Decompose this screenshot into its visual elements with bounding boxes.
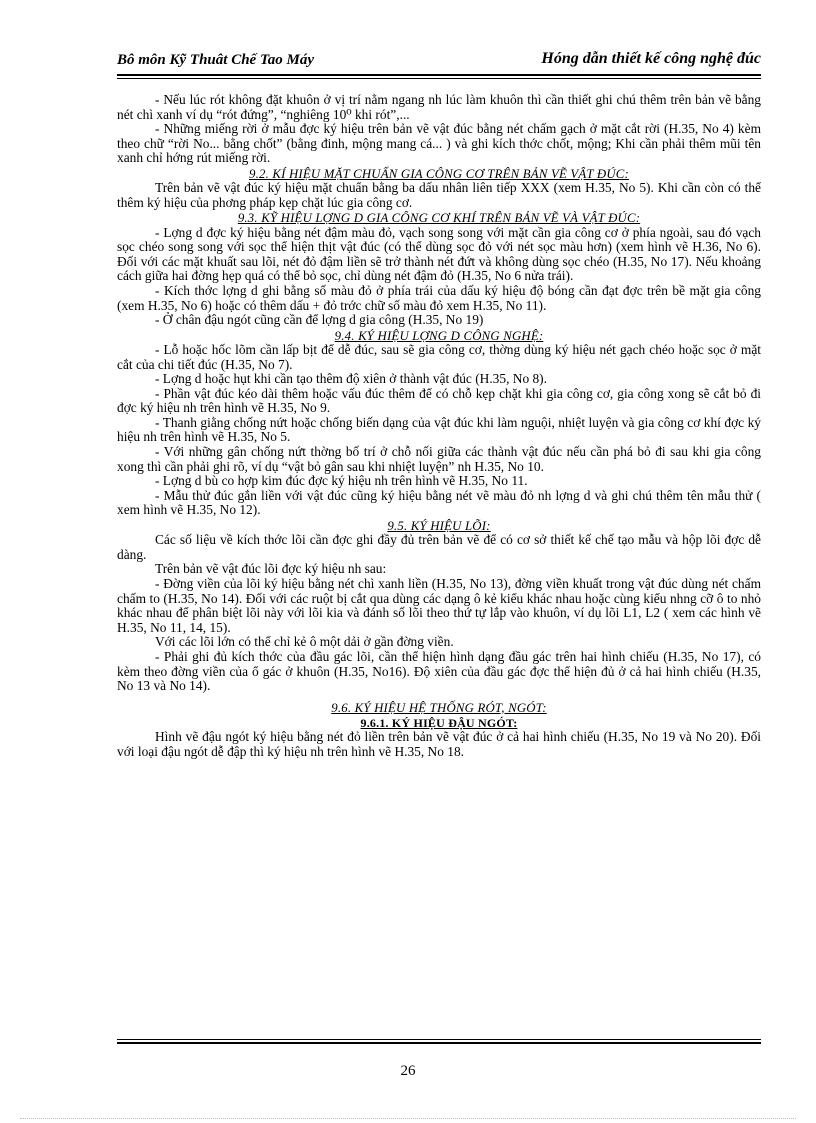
paragraph: - Lỗ hoặc hốc lõm cần lấp bịt để dễ đúc, sau sẽ gia công cơ, thờng dùng ký hiệu nét gạch chéo hoặc sọc ở mặt cắt của chi tiết đúc (H.35, No 7).: [117, 341, 761, 372]
page-bottom-dotted-line: [20, 1118, 796, 1119]
paragraph: - Nếu lúc rót không đặt khuôn ở vị trí nằm ngang nh lúc làm khuôn thì cần thiết ghi chú thêm trên bản vẽ bằng nét chì xanh ví dụ “rót đứng”, “nghiêng 10⁰ khi rót”,...: [117, 92, 761, 122]
section-heading: 9.2. KÍ HIỆU MẶT CHUẨN GIA CÔNG CƠ TRÊN BẢN VẼ VẬT ĐÚC:: [249, 166, 629, 181]
paragraph: - Ở chân đậu ngót cũng cần để lợng d gia công (H.35, No 19): [155, 312, 484, 328]
paragraph: - Kích thớc lợng d ghi bằng số màu đỏ ở phía trái của dấu ký hiệu độ bóng cần đạt đợc trên bề mặt gia công (xem H.35, No 6) hoặc có thêm dấu + đỏ trớc chữ số màu đỏ xem H.35, No 11).: [117, 282, 761, 313]
section-heading: 9.6. KÝ HIỆU HỆ THỐNG RÓT, NGÓT:: [331, 700, 547, 715]
paragraph: - Những miếng rời ở mẫu đợc ký hiệu trên bản vẽ vật đúc bằng nét chấm gạch ở mặt cắt rời (H.35, No 4) kèm theo chữ “rời No... bằng chốt” (bằng đinh, mộng mang cá... ) và ghi kích thớc chốt, mộng; Khi cần phải thêm mũi tên xanh chỉ hớng rút miếng rời.: [117, 121, 761, 166]
paragraph: - Lợng d bù co hợp kim đúc đợc ký hiệu nh trên hình vẽ H.35, No 11.: [155, 473, 528, 489]
paragraph: - Lợng d đợc ký hiệu bằng nét đậm màu đỏ, vạch song song với mặt cần gia công cơ ở phía ngoài, sau đó vạch sọc chéo song song với sọc thể hiện thịt vật đúc (có thể dùng sọc đỏ với nét sọc màu hơn) (xem hình vẽ H.36, No 6). Đối với các mặt khuất sau lõi, nét đỏ đậm liền sẽ trở thành nét đứt và không dùng sọc chéo (H.35, No 17). Nếu khoảng cách giữa hai đờng hẹp quá có thể bỏ sọc, chỉ dùng nét đậm đỏ (H.35, No 6 nửa trái).: [117, 224, 761, 284]
header-guide-title: Hóng dẫn thiết kế công nghệ đúc: [541, 50, 761, 67]
section-heading: 9.4. KÝ HIỆU LỢNG D CÔNG NGHỆ:: [334, 328, 544, 343]
paragraph: - Với những gân chống nứt thờng bố trí ở chỗ nối giữa các thành vật đúc nếu cần phá bỏ đi sau khi gia công xong thì cần phải ghi rõ, ví dụ “vật bỏ gân sau khi nhiệt luyện” nh H.35, No 10.: [117, 444, 761, 474]
paragraph: - Phần vật đúc kéo dài thêm hoặc vấu đúc thêm để có chỗ kẹp chặt khi gia công cơ, gia công xong sẽ cắt bỏ đi đợc ký hiệu nh trên hình vẽ H.35, No 9.: [117, 385, 761, 416]
header-rule-thick: [117, 74, 761, 76]
footer-rule-thick: [117, 1042, 761, 1044]
footer-rule-thin: [117, 1039, 761, 1040]
paragraph: - Lợng d hoặc hụt khi cần tạo thêm độ xiên ở thành vật đúc (H.35, No 8).: [155, 371, 547, 387]
paragraph: Với các lõi lớn có thể chỉ kẻ ô một dải ở gần đờng viền.: [155, 634, 454, 650]
page-header: [117, 50, 761, 74]
paragraph: - Phải ghi đủ kích thớc của đầu gác lõi, cần thể hiện hình dạng đầu gác trên hai hình chiếu (H.35, No 17), có kèm theo đờng viền của ổ gác ở khuôn (H.35, No16). Độ xiên của đầu gác đợc thể hiện đủ ở cả hai hình chiếu (H.35, No 13 và No 14).: [117, 649, 761, 694]
paragraph: - Thanh giằng chống nứt hoặc chống biến dạng của vật đúc khi làm nguội, nhiệt luyện và gia công cơ khí đợc ký hiệu nh trên hình vẽ H.35, No 5.: [117, 414, 761, 445]
section-heading: 9.5. KÝ HIỆU LÕI:: [387, 519, 491, 534]
paragraph: Trên bản vẽ vật đúc lõi đợc ký hiệu nh sau:: [155, 561, 387, 577]
page-body: [117, 93, 761, 759]
section-heading: 9.3. KỸ HIỆU LỢNG D GIA CÔNG CƠ KHÍ TRÊN BẢN VẼ VÀ VẬT ĐÚC:: [237, 211, 641, 226]
subsection-heading: 9.6.1. KÝ HIỆU ĐẬU NGÓT:: [360, 715, 518, 730]
header-rule-thin: [117, 78, 761, 79]
paragraph: Các số liệu về kích thớc lõi cần đợc ghi đầy đủ trên bản vẽ để có cơ sở thiết kế chế tạo mẫu và hộp lõi đợc dễ dàng.: [117, 532, 761, 562]
header-department: Bô môn Kỹ Thuât Chế Tao Máy: [117, 52, 314, 68]
paragraph: Hình vẽ đậu ngót ký hiệu bằng nét đỏ liền trên bản vẽ vật đúc ở cả hai hình chiếu (H.35, No 19 và No 20). Đối với loại đậu ngót dễ đập thì ký hiệu nh trên hình vẽ H.35, No 18.: [117, 729, 761, 759]
page-number: 26: [400, 1063, 416, 1079]
section-gap: [117, 694, 761, 700]
paragraph: - Mẫu thử đúc gắn liền với vật đúc cũng ký hiệu bằng nét vẽ màu đỏ nh lợng d và ghi chú thêm tên mẫu thử ( xem hình vẽ H.35, No 12).: [117, 487, 761, 518]
paragraph: - Đờng viền của lõi ký hiệu bằng nét chì xanh liền (H.35, No 13), đờng viền khuất trong vật đúc dùng nét chấm chấm to (H.35, No 14). Đối với các ruột bị cắt qua dùng các dạng ô kẻ kiểu khác nhau hoặc cùng kiểu nhng cỡ ô to nhỏ khác nhau để phân biệt lõi này với lõi kia và đánh số lõi theo thứ tự lắp vào khuôn, ví dụ lõi L1, L2 ( xem các hình vẽ H.35, No 11, 14, 15).: [117, 576, 761, 635]
paragraph: Trên bản vẽ vật đúc ký hiệu mặt chuẩn bằng ba dấu nhân liên tiếp XXX (xem H.35, No 5). Khi cần còn có thể thêm ký hiệu của phơng pháp kẹp chặt lúc gia công cơ.: [117, 180, 761, 210]
